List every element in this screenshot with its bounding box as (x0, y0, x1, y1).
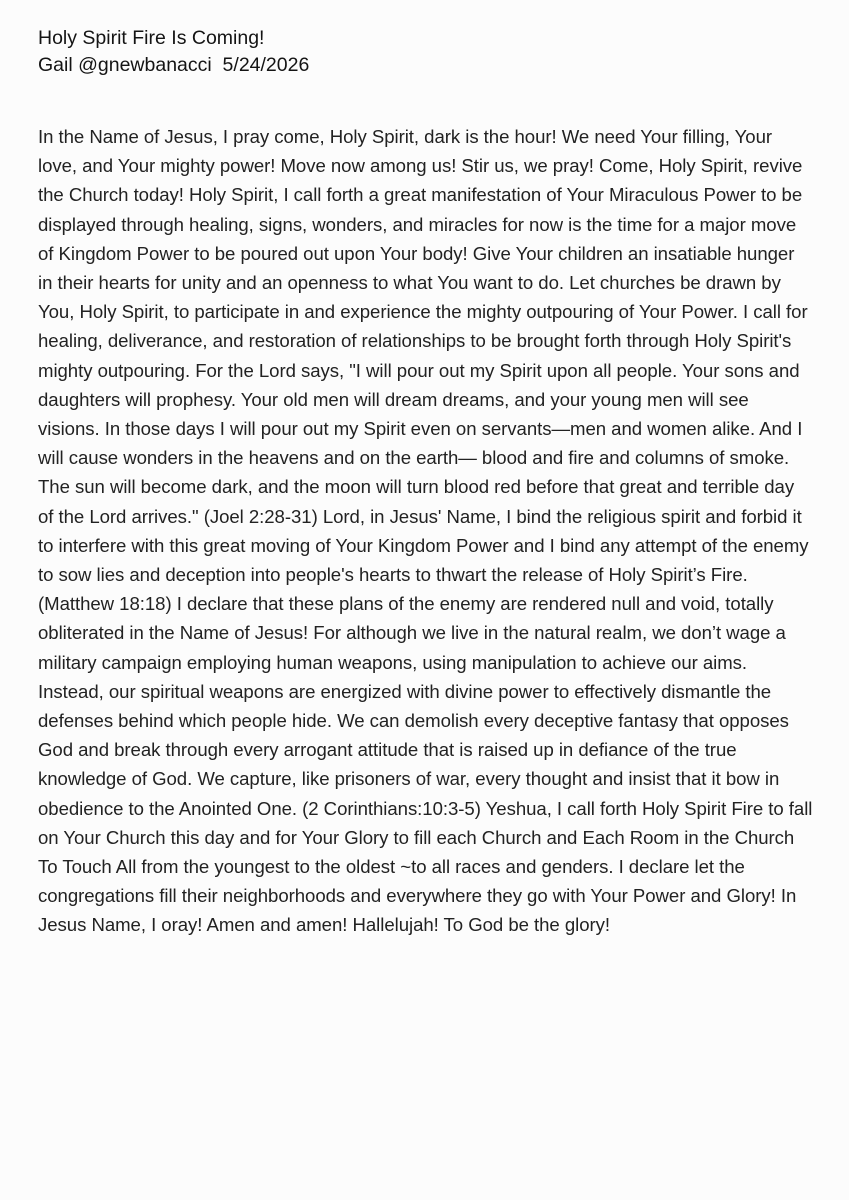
document-header (38, 25, 818, 79)
prayer-body-text: In the Name of Jesus, I pray come, Holy Spirit, dark is the hour! We need Your filling, Your love, and Your mighty power! Move now among us! Stir us, we pray! Come, Holy Spirit, revive the Church today! Holy Spirit, I call forth a great manifestation of Your Miraculous Power to be displayed through healing, signs, wonders, and miracles for now is the time for a major move of Kingdom Power to be poured out upon Your body! Give Your children an insatiable hunger in their hearts for unity and an openness to what You want to do. Let churches be drawn by You, Holy Spirit, to participate in and experience the mighty outpouring of Your Power. I call for healing, deliverance, and restoration of relationships to be brought forth through Holy Spirit's mighty outpouring. For the Lord says, "I will pour out my Spirit upon all people. Your sons and daughters will prophesy. Your old men will dream dreams, and your young men will see visions. In those days I will pour out my Spirit even on servants—men and women alike. And I will cause wonders in the heavens and on the earth— blood and fire and columns of smoke. The sun will become dark, and the moon will turn blood red before that great and terrible day of the Lord arrives." (Joel 2:28-31) Lord, in Jesus' Name, I bind the religious spirit and forbid it to interfere with this great moving of Your Kingdom Power and I bind any attempt of the enemy to sow lies and deception into people's hearts to thwart the release of Holy Spirit’s Fire. (Matthew 18:18) I declare that these plans of the enemy are rendered null and void, totally obliterated in the Name of Jesus! For although we live in the natural realm, we don’t wage a military campaign employing human weapons, using manipulation to achieve our aims. Instead, our spiritual weapons are energized with divine power to effectively dismantle the defenses behind which people hide. We can demolish every deceptive fantasy that opposes God and break through every arrogant attitude that is raised up in defiance of the true knowledge of God. We capture, like prisoners of war, every thought and insist that it bow in obedience to the Anointed One. (2 Corinthians:10:3-5) Yeshua, I call forth Holy Spirit Fire to fall on Your Church this day and for Your Glory to fill each Church and Each Room in the Church To Touch All from the youngest to the oldest ~to all races and genders. I declare let the congregations fill their neighborhoods and everywhere they go with Your Power and Glory! In Jesus Name, I oray! Amen and amen! Hallelujah! To God be the glory! (38, 126, 813, 936)
document-title: Holy Spirit Fire Is Coming! (38, 27, 265, 49)
author-byline: Gail @gnewbanacci 5/24/2026 (38, 54, 310, 76)
